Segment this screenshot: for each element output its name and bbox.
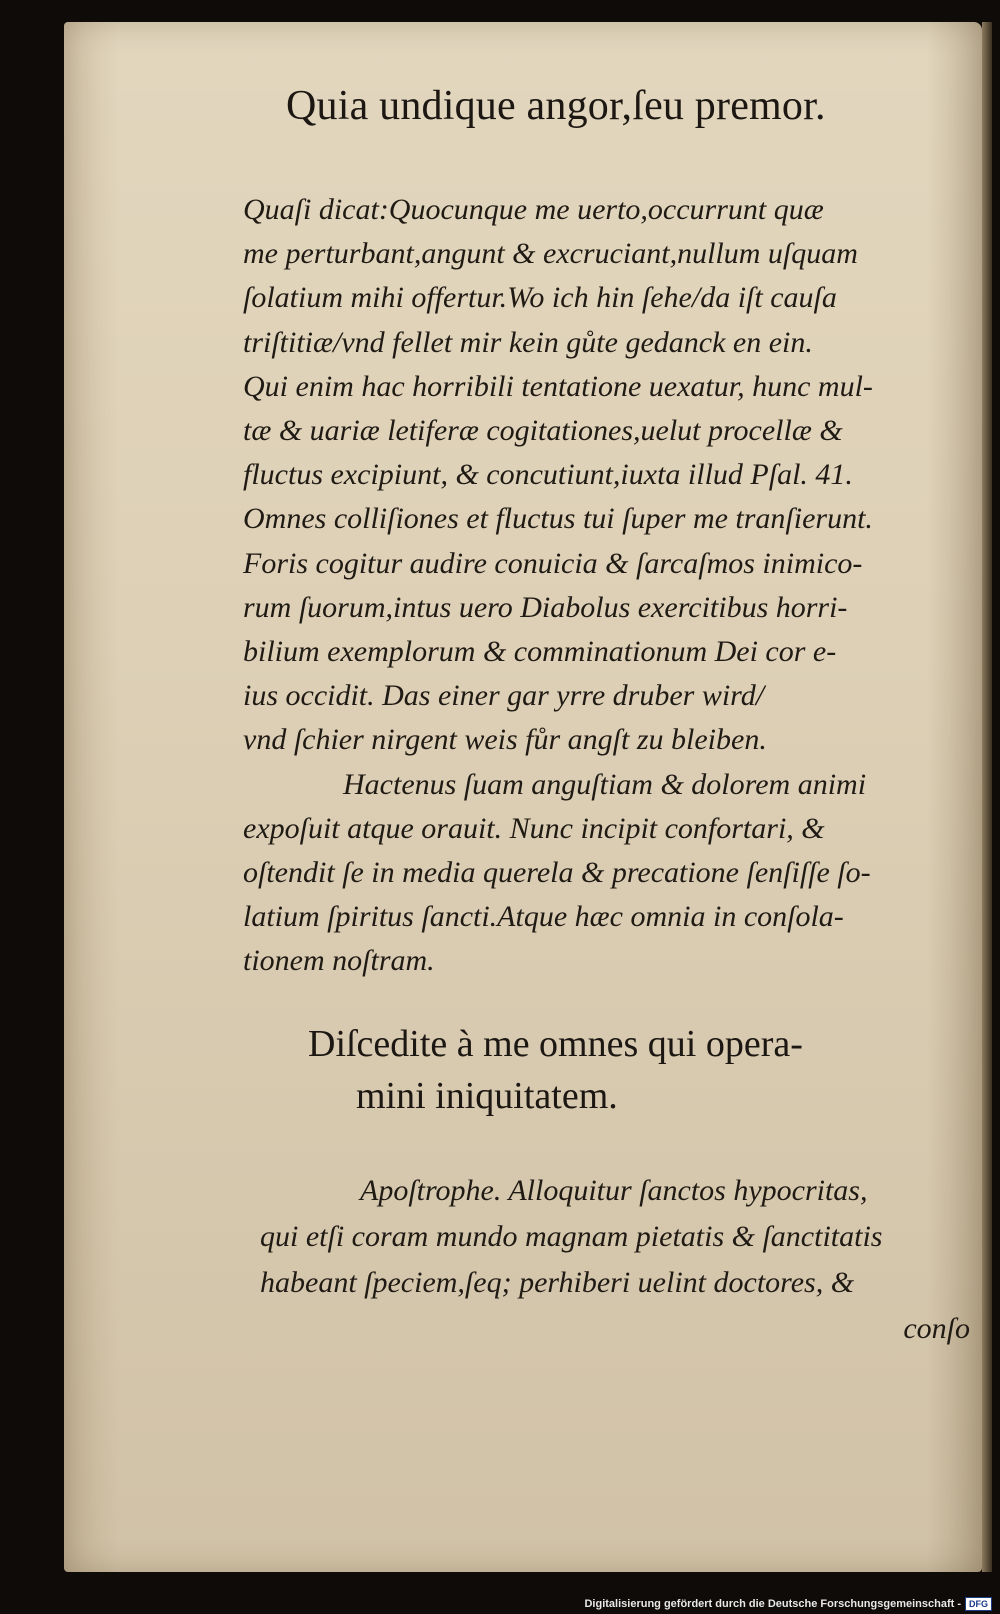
text-line: expoſuit atque orauit. Nunc incipit confortari, & — [243, 811, 825, 845]
text-line: qui etſi coram mundo magnam pietatis & ſanctitatis — [260, 1220, 883, 1253]
verse-line: Diſcedite à me omnes qui opera- — [308, 1023, 803, 1065]
text-line: latium ſpiritus ſancti.Atque hæc omnia in conſola- — [243, 900, 844, 934]
text-line: tionem noſtram. — [243, 944, 435, 978]
page-edge — [982, 22, 992, 1572]
digitization-credit — [584, 1597, 992, 1611]
text-line: rum ſuorum,intus uero Diabolus exercitibus horri- — [243, 590, 848, 624]
credit-text: Digitalisierung gefördert durch die Deutsche Forschungsgemeinschaft - — [584, 1598, 961, 1610]
text-line: Foris cogitur audire conuicia & ſarcaſmos inimico- — [243, 546, 863, 580]
text-line: triſtitiæ/vnd fellet mir kein gůte gedanck en ein. — [243, 325, 813, 359]
verse-line: mini iniquitatem. — [356, 1075, 618, 1117]
paragraph-apostrophe — [260, 1168, 980, 1352]
verse-heading — [308, 1018, 803, 1122]
catchword: conſo — [903, 1312, 970, 1345]
text-line: Apoſtrophe. Alloquitur ſanctos hypocritas, — [360, 1174, 868, 1207]
page-heading: Quia undique angor,ſeu premor. — [286, 83, 826, 129]
text-line: vnd ſchier nirgent weis fůr angſt zu bleiben. — [243, 723, 767, 757]
text-line: Omnes colliſiones et fluctus tui ſuper me tranſierunt. — [243, 502, 873, 536]
text-line: Qui enim hac horribili tentatione uexatur, hunc mul- — [243, 369, 873, 403]
text-line: fluctus excipiunt, & concutiunt,iuxta illud Pſal. 41. — [243, 458, 853, 492]
text-line: tæ & uariæ letiferæ cogitationes,uelut procellæ & — [243, 414, 843, 448]
text-line: Hactenus ſuam anguſtiam & dolorem animi — [343, 767, 867, 801]
text-line: Quaſi dicat:Quocunque me uerto,occurrunt quæ — [243, 193, 824, 226]
text-line: bilium exemplorum & comminationum Dei cor e- — [243, 635, 837, 669]
text-line: ius occidit. Das einer gar yrre druber wird/ — [243, 679, 765, 713]
text-line: oſtendit ſe in media querela & precatione ſenſiſſe ſo- — [243, 856, 871, 890]
dfg-logo-icon: DFG — [965, 1597, 992, 1611]
text-line: ſolatium mihi offertur.Wo ich hin ſehe/da iſt cauſa — [243, 281, 837, 315]
text-line: me perturbant,angunt & excruciant,nullum uſquam — [243, 237, 858, 271]
text-line: habeant ſpeciem,ſeq; perhiberi uelint doctores, & — [260, 1266, 855, 1299]
paragraph-commentary — [243, 188, 973, 984]
